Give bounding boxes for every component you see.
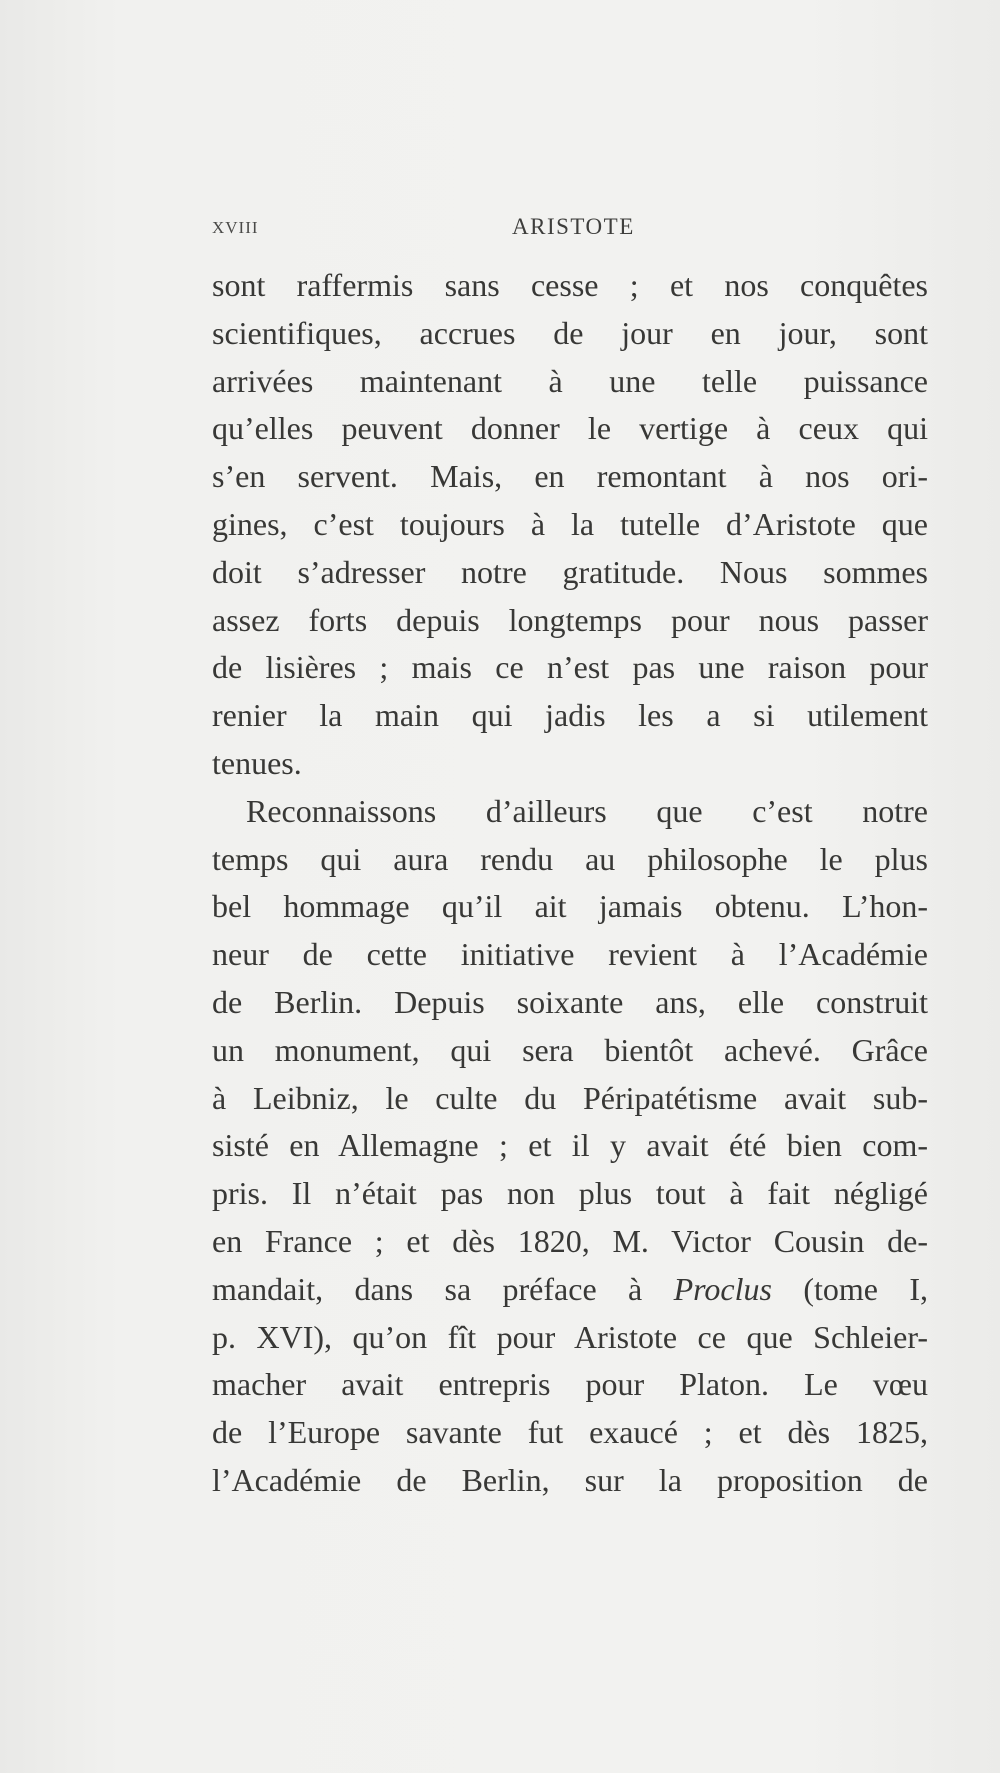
body-text <box>212 262 928 1505</box>
text-line: p. XVI), qu’on fît pour Aristote ce que Schleier- <box>212 1318 928 1355</box>
text-line: temps qui aura rendu au philosophe le plus <box>212 840 928 877</box>
running-head <box>212 214 928 244</box>
text-line: doit s’adresser notre gratitude. Nous sommes <box>212 553 928 590</box>
text-line: renier la main qui jadis les a si utilement <box>212 697 928 734</box>
paragraph-first-line: Reconnaissons d’ailleurs que c’est notre <box>246 792 928 829</box>
line-text-after: (tome I, <box>771 1270 928 1307</box>
text-line: gines, c’est toujours à la tutelle d’Aristote que <box>212 505 928 542</box>
text-line: de lisières ; mais ce n’est pas une raison pour <box>212 649 928 686</box>
text-line: s’en servent. Mais, en remontant à nos ori- <box>212 458 928 495</box>
text-line: macher avait entrepris pour Platon. Le vœu <box>212 1366 928 1403</box>
text-line: de l’Europe savante fut exaucé ; et dès 1825, <box>212 1414 928 1451</box>
text-line: l’Académie de Berlin, sur la proposition de <box>212 1461 928 1498</box>
text-line: de Berlin. Depuis soixante ans, elle construit <box>212 983 928 1020</box>
text-line: pris. Il n’était pas non plus tout à fait négligé <box>212 1175 928 1212</box>
running-title: ARISTOTE <box>512 214 635 239</box>
text-line: à Leibniz, le culte du Péripatétisme avait sub- <box>212 1079 928 1116</box>
line-text-before: mandait, dans sa préface à <box>212 1270 674 1307</box>
text-line: en France ; et dès 1820, M. Victor Cousin de- <box>212 1222 928 1259</box>
text-line: assez forts depuis longtemps pour nous passer <box>212 601 928 638</box>
text-line: sont raffermis sans cesse ; et nos conquêtes <box>212 267 928 303</box>
text-line: sisté en Allemagne ; et il y avait été bien com- <box>212 1127 928 1164</box>
work-title-proclus: Proclus <box>673 1270 772 1307</box>
text-line: un monument, qui sera bientôt achevé. Grâce <box>212 1031 928 1068</box>
text-line-with-title <box>212 1266 928 1314</box>
paragraph-end-line: tenues. <box>212 744 302 781</box>
page-number: XVIII <box>212 218 259 237</box>
text-line: qu’elles peuvent donner le vertige à ceux qui <box>212 410 928 447</box>
text-line: arrivées maintenant à une telle puissance <box>212 362 928 399</box>
text-line: scientifiques, accrues de jour en jour, sont <box>212 314 928 351</box>
text-line: bel hommage qu’il ait jamais obtenu. L’hon- <box>212 888 928 925</box>
text-line: neur de cette initiative revient à l’Académie <box>212 936 928 973</box>
